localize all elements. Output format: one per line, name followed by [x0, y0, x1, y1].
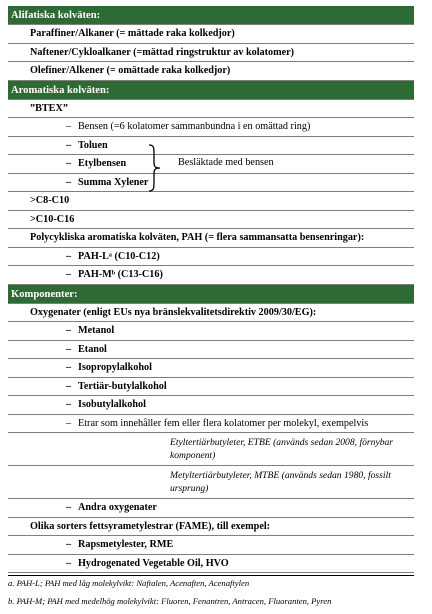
row-metanol: [8, 322, 414, 341]
item-label: Rapsmetylester, RME: [78, 539, 174, 550]
row-oxygenater: Oxygenater (enligt EUs nya bränslekvalitetsdirektiv 2009/30/EG):: [8, 304, 414, 323]
footnote-divider: [8, 575, 414, 576]
item-label: Bensen (=6 kolatomer sammanbundna i en omättad ring): [78, 121, 311, 132]
item-label: Hydrogenated Vegetable Oil, HVO: [78, 557, 229, 569]
row-c8c10: >C8-C10: [8, 192, 414, 211]
row-btex: ”BTEX”: [8, 100, 414, 119]
item-label: Summa Xylener: [78, 176, 149, 188]
bullet-dash: –: [66, 121, 72, 132]
item-label: Toluen: [78, 139, 108, 151]
bullet-dash: –: [66, 250, 72, 262]
row-rme: [8, 536, 414, 555]
fuel-composition-table: [8, 6, 414, 573]
row-hdr-komponenter: Komponenter:: [8, 285, 414, 304]
row-isopropyl: [8, 359, 414, 378]
footnote-a: a. PAH-L; PAH med låg molekylvikt: Naftalen, Acenaften, Acenaftylen: [8, 578, 250, 588]
item-label: Isopropylalkohol: [78, 362, 152, 373]
brace-label: Besläktade med bensen: [178, 157, 274, 168]
row-pah: Polycykliska aromatiska kolväten, PAH (= flera sammansatta bensenringar):: [8, 229, 414, 248]
row-pahl: [8, 248, 414, 267]
footnote-b: b. PAH-M; PAH med medelhög molekylvikt: Fluoren, Fenantren, Antracen, Fluoranten, Pyren: [8, 596, 332, 606]
row-fame: Olika sorters fettsyrametylestrar (FAME), till exempel:: [8, 518, 414, 537]
row-mtbe: Metyltertiärbutyleter, MTBE (används sedan 1980, fossilt ursprung): [8, 466, 414, 499]
item-label: Isobutylalkohol: [78, 399, 146, 410]
row-etbe: Etyltertiärbutyleter, ETBE (används sedan 2008, förnybar komponent): [8, 433, 414, 466]
bullet-dash: –: [66, 139, 72, 151]
bullet-dash: –: [66, 158, 72, 169]
bullet-dash: –: [66, 343, 72, 355]
row-hvo: [8, 555, 414, 574]
item-label: Andra oxygenater: [78, 502, 157, 513]
item-label: Etylbensen: [78, 158, 127, 169]
bullet-dash: –: [66, 399, 72, 410]
row-paraffiner: Paraffiner/Alkaner (= mättade raka kolkedjor): [8, 25, 414, 44]
bullet-dash: –: [66, 362, 72, 373]
bullet-dash: –: [66, 502, 72, 513]
item-label: PAH-Lᵃ (C10-C12): [78, 250, 160, 262]
row-olefiner: Olefiner/Alkener (= omättade raka kolkedjor): [8, 62, 414, 81]
row-isobutyl: [8, 396, 414, 415]
item-label: Etanol: [78, 343, 107, 355]
bullet-dash: –: [66, 539, 72, 550]
row-pahm: [8, 266, 414, 285]
bullet-dash: –: [66, 325, 72, 336]
row-tertiar: [8, 378, 414, 397]
bullet-dash: –: [66, 380, 72, 392]
item-label: Metanol: [78, 325, 115, 336]
row-bensen: [8, 118, 414, 137]
item-label: PAH-Mᵇ (C13-C16): [78, 269, 163, 280]
bullet-dash: –: [66, 557, 72, 569]
row-toluen: [8, 137, 414, 156]
row-etanol: [8, 341, 414, 360]
row-andra: [8, 499, 414, 518]
row-naftener: Naftener/Cykloalkaner (=mättad ringstruktur av kolatomer): [8, 44, 414, 63]
item-label: Tertiär-butylalkohol: [78, 380, 167, 392]
bullet-dash: –: [66, 417, 72, 429]
row-xylener: [8, 174, 414, 193]
curly-brace-icon: [147, 144, 163, 192]
row-hdr-alifatiska: Alifatiska kolväten:: [8, 6, 414, 25]
row-etrar: [8, 415, 414, 434]
item-label: Etrar som innehåller fem eller flera kolatomer per molekyl, exempelvis: [78, 417, 369, 429]
bullet-dash: –: [66, 176, 72, 188]
bullet-dash: –: [66, 269, 72, 280]
row-hdr-aromatiska: Aromatiska kolväten:: [8, 81, 414, 100]
row-c10c16: >C10-C16: [8, 211, 414, 230]
